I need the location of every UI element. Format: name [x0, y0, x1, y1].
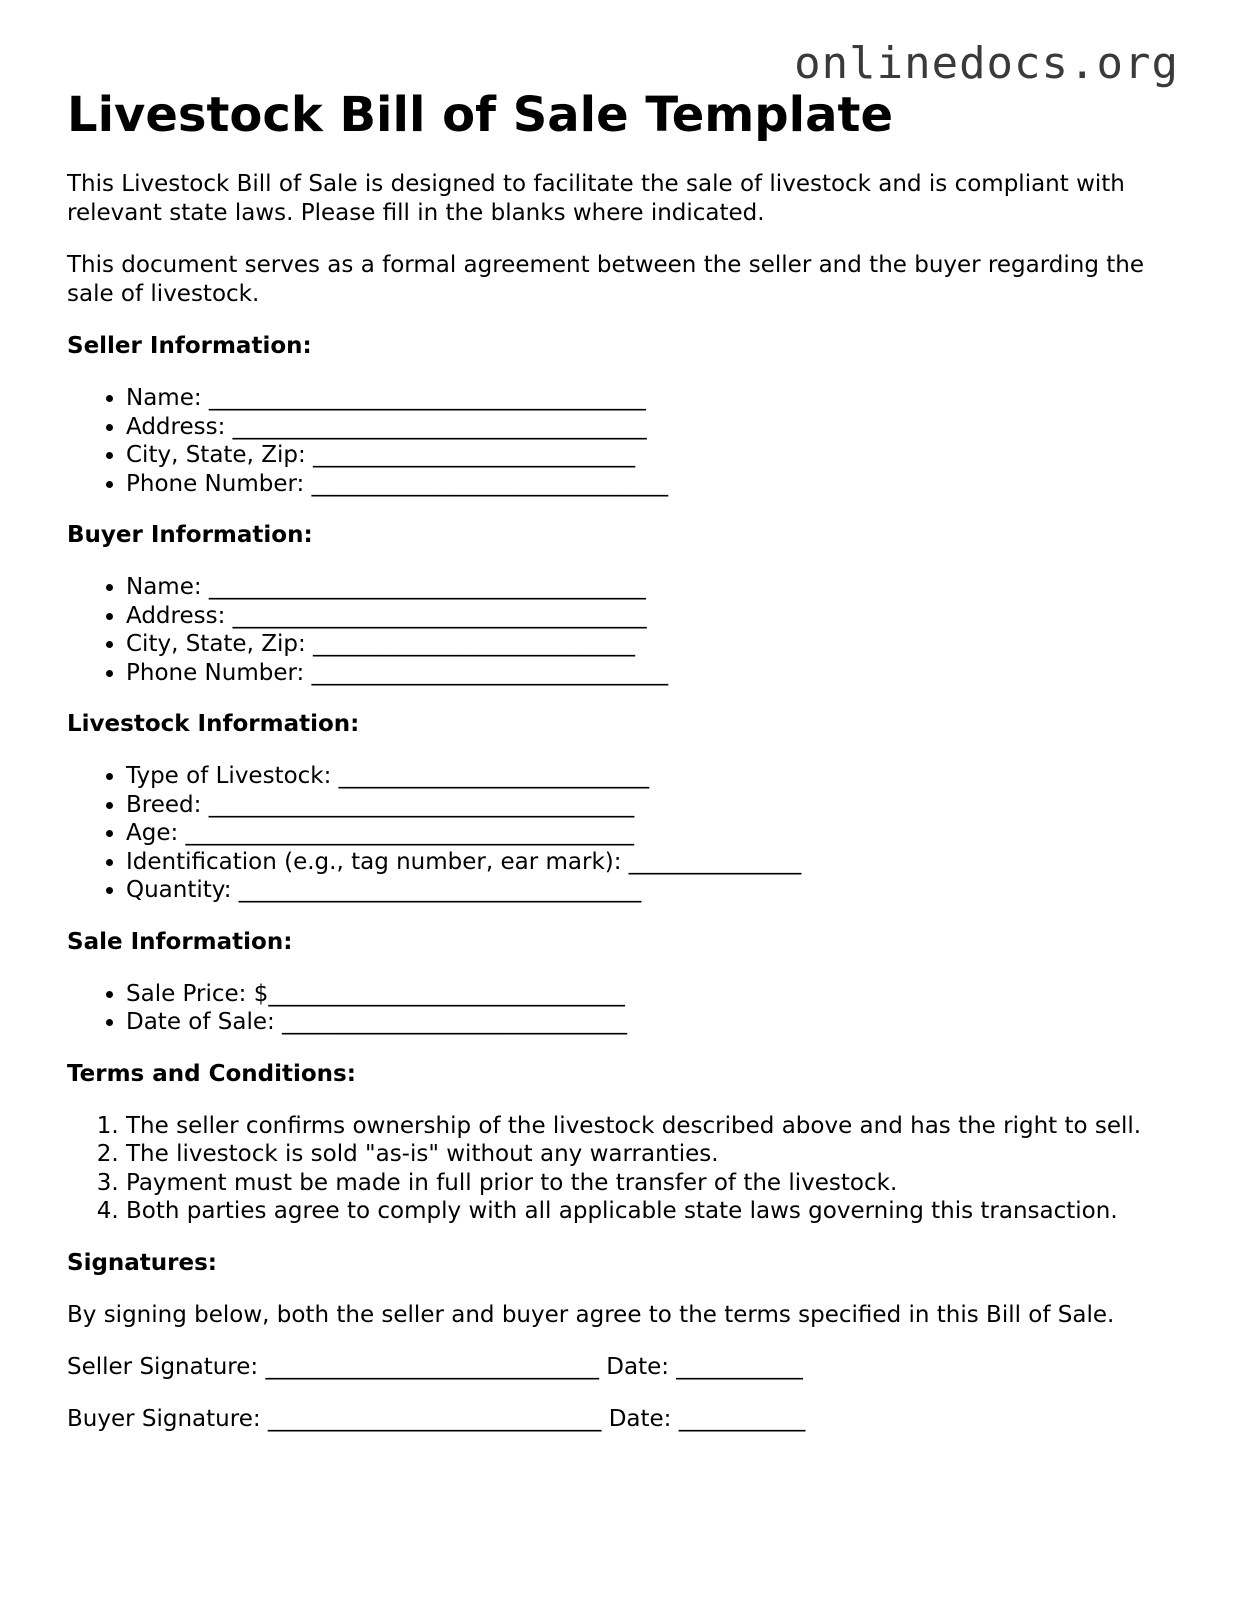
- sale-list: [67, 980, 1177, 1037]
- sale-price-field: • Sale Price: $_______________________________: [126, 980, 1177, 1009]
- sale-date-field: • Date of Sale: ______________________________: [126, 1008, 1177, 1037]
- livestock-age-field: • Age: _______________________________________: [126, 819, 1177, 848]
- buyer-phone-field: • Phone Number: _______________________________: [126, 659, 1177, 688]
- livestock-breed-field: • Breed: _____________________________________: [126, 791, 1177, 820]
- seller-name-field: • Name: ______________________________________: [126, 384, 1177, 413]
- buyer-address-field: • Address: ____________________________________: [126, 602, 1177, 631]
- terms-item: 3. Payment must be made in full prior to the transfer of the livestock.: [126, 1169, 1177, 1198]
- seller-list: [67, 384, 1177, 498]
- buyer-city-field: • City, State, Zip: ____________________________: [126, 630, 1177, 659]
- buyer-signature-line: Buyer Signature: _____________________________ Date: ___________: [67, 1405, 806, 1432]
- terms-item: 2. The livestock is sold "as-is" without any warranties.: [126, 1140, 1177, 1169]
- livestock-identification-field: • Identification (e.g., tag number, ear mark): _______________: [126, 848, 1177, 877]
- buyer-heading: Buyer Information:: [67, 522, 313, 548]
- watermark: onlinedocs.org: [794, 38, 1179, 89]
- signatures-statement: By signing below, both the seller and buyer agree to the terms specified in this Bill of Sale.: [67, 1301, 1115, 1328]
- livestock-list: [67, 762, 1177, 905]
- document-title: Livestock Bill of Sale Template: [67, 87, 894, 143]
- seller-heading: Seller Information:: [67, 333, 312, 359]
- terms-item: 1. The seller confirms ownership of the livestock described above and has the right to sell.: [126, 1112, 1177, 1141]
- livestock-heading: Livestock Information:: [67, 711, 360, 737]
- buyer-name-field: • Name: ______________________________________: [126, 573, 1177, 602]
- signatures-heading: Signatures:: [67, 1249, 218, 1276]
- buyer-list: [67, 573, 1177, 687]
- sale-heading: Sale Information:: [67, 928, 293, 955]
- livestock-quantity-field: • Quantity: ___________________________________: [126, 876, 1177, 905]
- intro-paragraph-2: This document serves as a formal agreement between the seller and the buyer regarding the sale of livestock.: [67, 252, 1145, 307]
- seller-phone-field: • Phone Number: _______________________________: [126, 470, 1177, 499]
- document-body: [67, 84, 1177, 1457]
- terms-list: [67, 1112, 1177, 1226]
- livestock-type-field: • Type of Livestock: ___________________________: [126, 762, 1177, 791]
- terms-heading: Terms and Conditions:: [67, 1060, 356, 1087]
- seller-signature-line: Seller Signature: _____________________________ Date: ___________: [67, 1353, 803, 1380]
- intro-paragraph-1: This Livestock Bill of Sale is designed to facilitate the sale of livestock and is compliant with relevant state laws. Please fill in the blanks where indicated.: [67, 171, 1125, 226]
- seller-address-field: • Address: ____________________________________: [126, 413, 1177, 442]
- seller-city-field: • City, State, Zip: ____________________________: [126, 441, 1177, 470]
- terms-item: 4. Both parties agree to comply with all applicable state laws governing this transaction.: [126, 1197, 1177, 1226]
